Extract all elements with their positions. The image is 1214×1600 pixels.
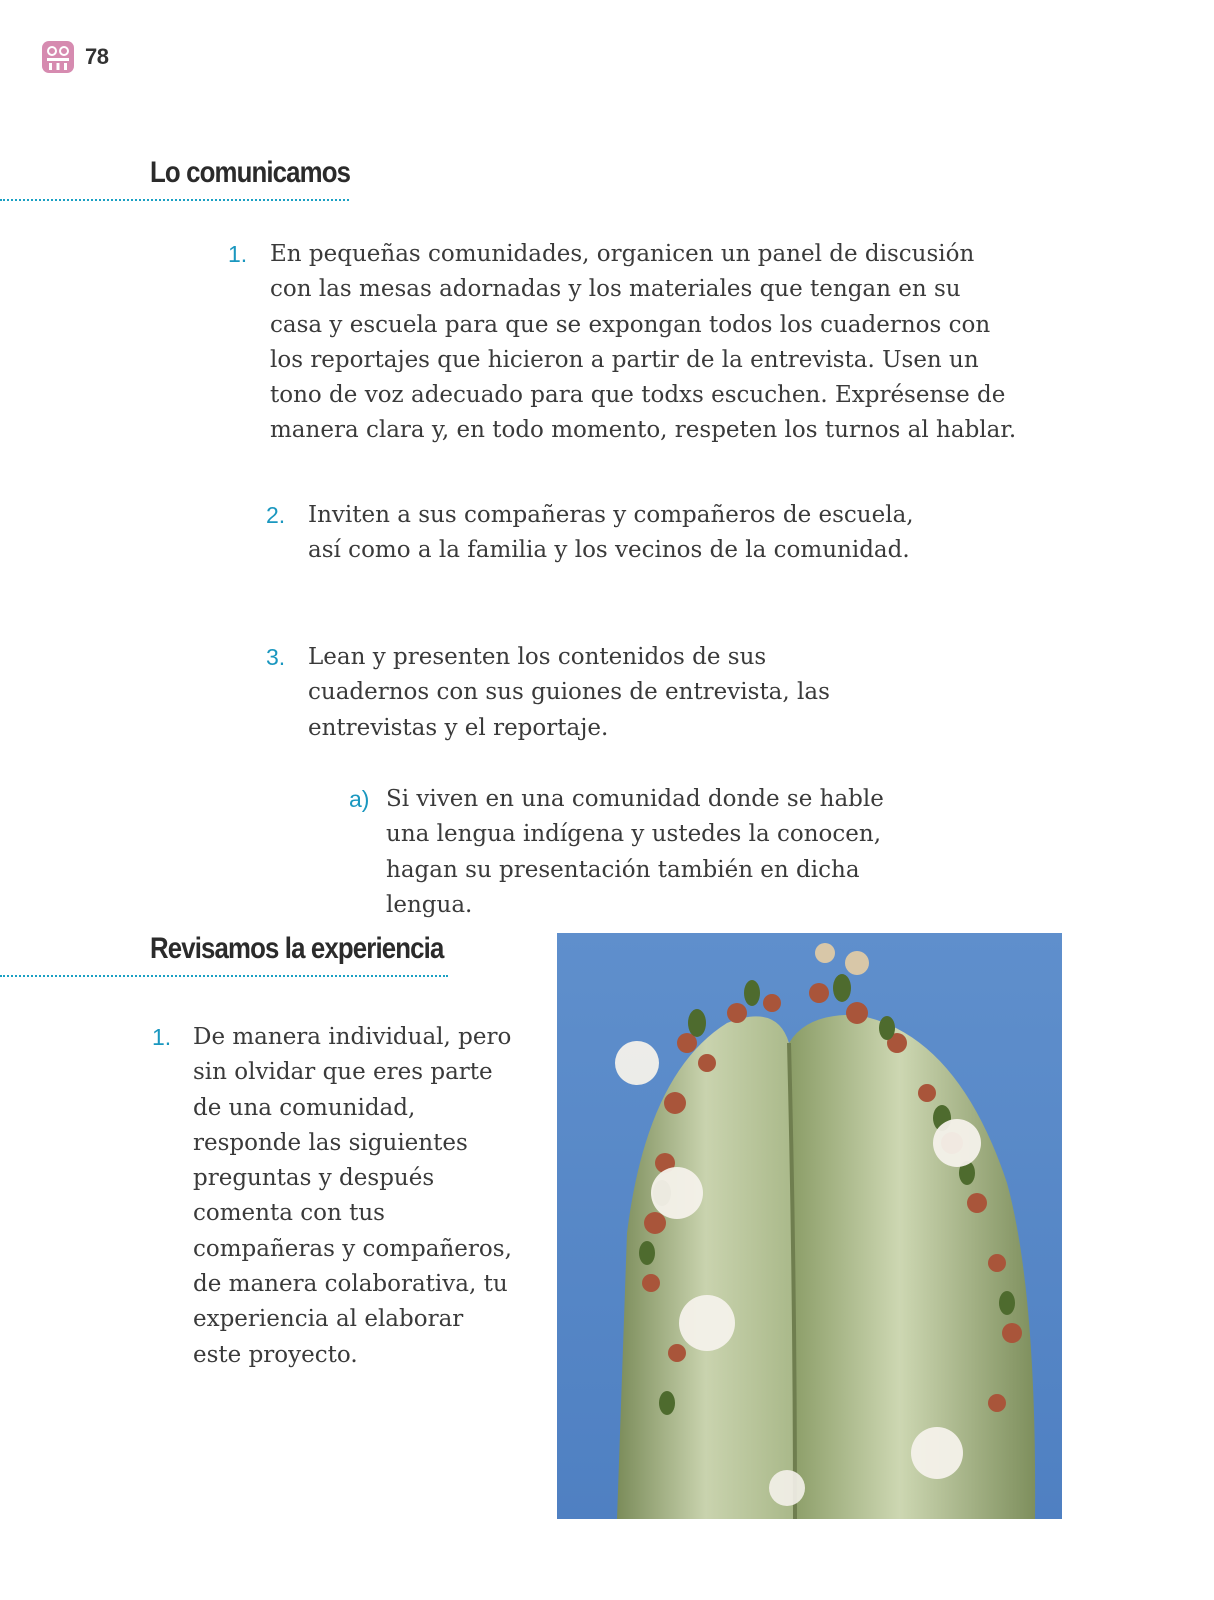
list-marker: 1.: [152, 1024, 172, 1050]
section-title-revisamos-la-experiencia: Revisamos la experiencia: [150, 932, 444, 965]
cactus-photo: [557, 933, 1062, 1519]
glyph-logo-icon: [41, 40, 75, 74]
list-item-text: Inviten a sus compañeras y compañeros de escuela, así como a la familia y los vecinos de la comunidad.: [308, 502, 914, 564]
list-item-text: Lean y presenten los contenidos de sus cuadernos con sus guiones de entrevista, las entrevistas y el reportaje.: [308, 644, 830, 741]
page-number: 78: [85, 44, 109, 69]
page-header: [41, 40, 108, 74]
section-title-lo-comunicamos: Lo comunicamos: [150, 156, 351, 189]
list-item-3: [266, 640, 876, 746]
sub-item-a: [349, 782, 919, 923]
list-marker: 1.: [228, 241, 248, 267]
list-item-1-revisamos: [152, 1020, 512, 1373]
list-marker: 3.: [266, 644, 286, 670]
list-item-text: Si viven en una comunidad donde se hable una lengua indígena y ustedes la conocen, hagan su presentación también en dicha lengua.: [386, 786, 884, 918]
list-marker: 2.: [266, 502, 286, 528]
list-item-1: [228, 237, 1018, 449]
list-marker: a): [349, 786, 370, 812]
list-item-2: [266, 498, 916, 569]
section-divider: [0, 199, 349, 201]
list-item-text: De manera individual, pero sin olvidar que eres parte de una comunidad, responde las siguientes preguntas y después comenta con tus compañeras y compañeros, de manera colaborativa, tu experiencia al elaborar este proyecto.: [193, 1024, 512, 1368]
list-item-text: En pequeñas comunidades, organicen un panel de discusión con las mesas adornadas y los materiales que tengan en su casa y escuela para que se expongan todos los cuadernos con los reportajes que hicieron a partir de la entrevista. Usen un tono de voz adecuado para que todxs escuchen. Exprésense de manera clara y, en todo momento, respeten los turnos al hablar.: [270, 241, 1017, 444]
section-divider: [0, 975, 448, 977]
